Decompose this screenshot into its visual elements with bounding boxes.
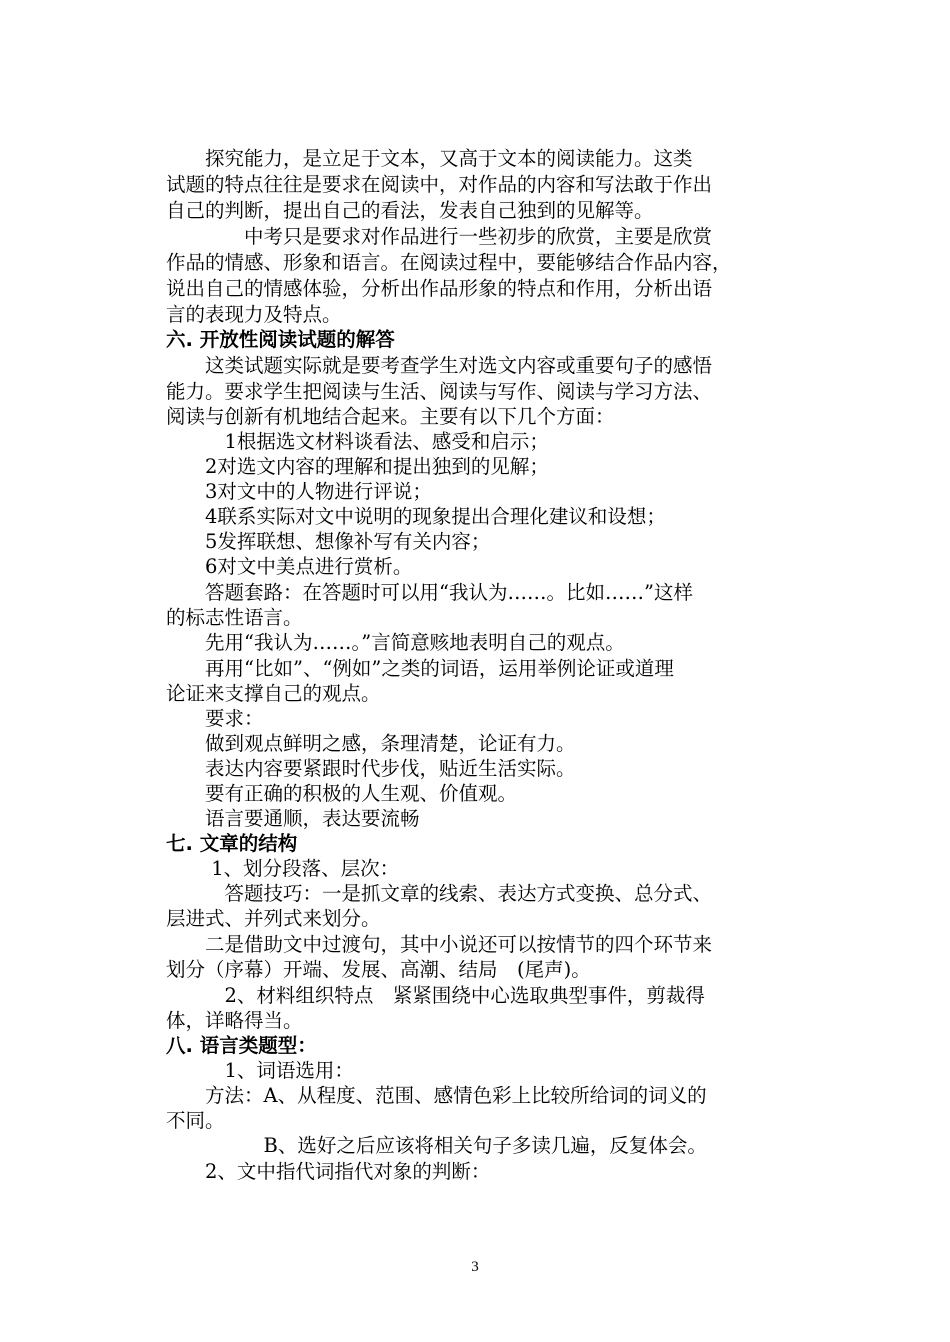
text-line: 再用“比如”、“例如”之类的词语，运用举例论证或道理	[166, 657, 674, 680]
list-item: 5发挥联想、想像补写有关内容；	[166, 530, 491, 553]
list-item: 2对选文内容的理解和提出独到的见解；	[166, 455, 549, 478]
text-line: 阅读与创新有机地结合起来。主要有以下几个方面：	[166, 405, 615, 428]
text-line: 体，详略得当。	[166, 1009, 303, 1032]
section-heading: 七. 文章的结构	[166, 832, 298, 855]
text-line: 自己的判断，提出自己的看法，发表自己独到的见解等。	[166, 199, 654, 222]
text-line: 层进式、并列式来划分。	[166, 907, 381, 930]
text-line: 中考只是要求对作品进行一些初步的欣赏，主要是欣赏	[166, 225, 713, 248]
text-line: 2、文中指代词指代对象的判断：	[166, 1160, 491, 1183]
text-line: 要有正确的积极的人生观、价值观。	[166, 782, 518, 805]
section-heading: 六. 开放性阅读试题的解答	[166, 328, 395, 351]
text-line: 答题技巧：一是抓文章的线索、表达方式变换、总分式、	[166, 882, 713, 905]
text-line: 语言要通顺，表达要流畅	[166, 807, 420, 830]
text-line: 探究能力，是立足于文本，又高于文本的阅读能力。这类	[166, 147, 693, 170]
list-item: 4联系实际对文中说明的现象提出合理化建议和设想；	[166, 505, 666, 528]
text-line: 的标志性语言。	[166, 606, 303, 629]
text-line: 做到观点鲜明之感，条理清楚，论证有力。	[166, 732, 576, 755]
text-line: 作品的情感、形象和语言。在阅读过程中，要能够结合作品内容，	[166, 251, 732, 274]
text-line: 这类试题实际就是要考查学生对选文内容或重要句子的感悟	[166, 354, 713, 377]
text-line: 二是借助文中过渡句，其中小说还可以按情节的四个环节来	[166, 933, 713, 956]
text-line: 试题的特点往往是要求在阅读中，对作品的内容和写法敢于作出	[166, 173, 713, 196]
text-line: 1、划分段落、层次：	[166, 857, 400, 880]
list-item: 1根据选文材料谈看法、感受和启示；	[166, 430, 549, 453]
text-line: 先用“我认为……。”言简意赅地表明自己的观点。	[166, 631, 625, 654]
text-line: 不同。	[166, 1109, 225, 1132]
list-item: 3对文中的人物进行评说；	[166, 480, 432, 503]
text-line: 说出自己的情感体验，分析出作品形象的特点和作用，分析出语	[166, 277, 713, 300]
text-line: 1、词语选用：	[166, 1059, 354, 1082]
text-line: 能力。要求学生把阅读与生活、阅读与写作、阅读与学习方法、	[166, 380, 713, 403]
section-heading: 八. 语言类题型：	[166, 1034, 317, 1057]
text-line: 划分（序幕）开端、发展、高潮、结局 (尾声)。	[166, 958, 591, 981]
page-number: 3	[471, 1259, 479, 1275]
text-line: 言的表现力及特点。	[166, 303, 342, 326]
text-line: 表达内容要紧跟时代步伐，贴近生活实际。	[166, 757, 576, 780]
text-line: 答题套路：在答题时可以用“我认为……。比如……”这样	[166, 581, 693, 604]
text-line: B、选好之后应该将相关句子多读几遍，反复体会。	[166, 1134, 707, 1157]
text-line: 2、材料组织特点 紧紧围绕中心选取典型事件，剪裁得	[166, 984, 705, 1007]
list-item: 6对文中美点进行赏析。	[166, 555, 413, 578]
text-line: 方法：A、从程度、范围、感情色彩上比较所给词的词义的	[166, 1084, 707, 1107]
text-line: 论证来支撑自己的观点。	[166, 682, 381, 705]
text-line: 要求：	[166, 707, 264, 730]
